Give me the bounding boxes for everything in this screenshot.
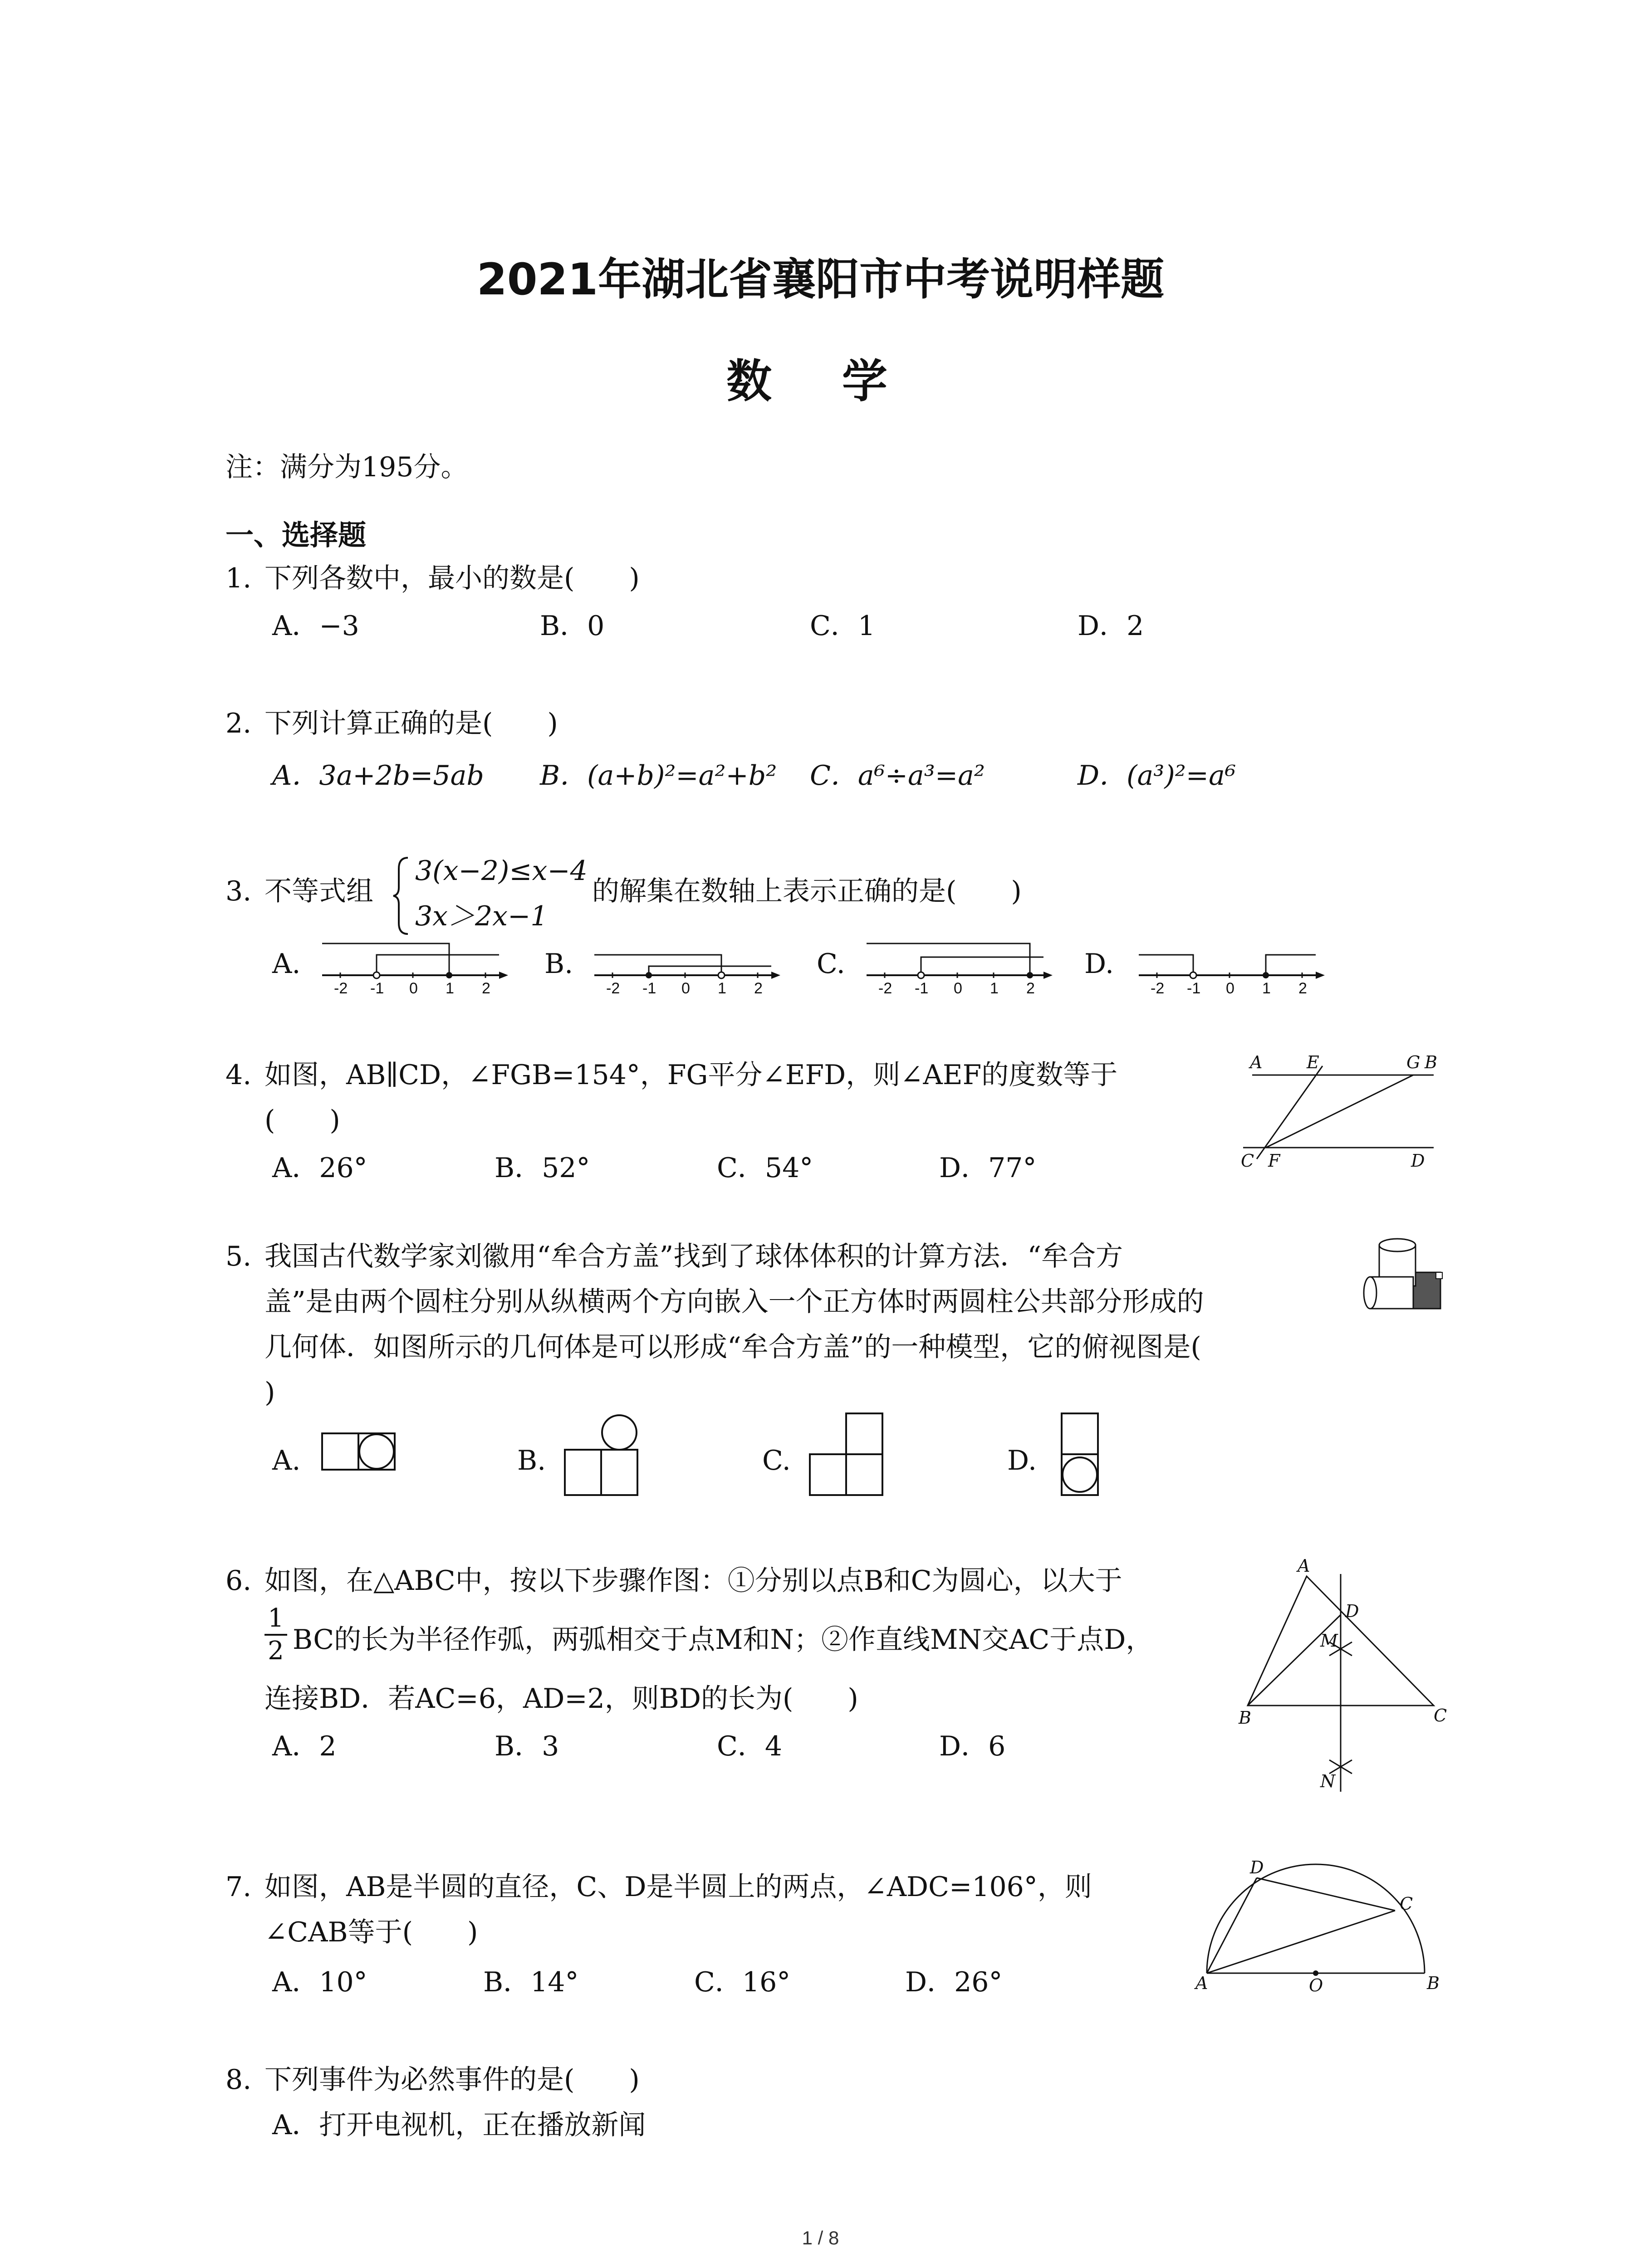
parallel-lines-figure xyxy=(1234,1048,1443,1175)
tick-label: 1 xyxy=(1262,980,1271,997)
point-label: D xyxy=(1345,1601,1359,1621)
question-line: 如图，AB是半圆的直径，C、D是半圆上的两点，∠ADC=106°，则 xyxy=(265,1871,1092,1903)
tick-label: 2 xyxy=(754,980,763,997)
option-b: B．3 xyxy=(495,1730,559,1762)
fraction-numerator: 1 xyxy=(268,1603,284,1633)
option-d: D. xyxy=(1084,948,1114,980)
option-b: B．(a+b)²=a²+b² xyxy=(540,760,777,792)
point-label: O xyxy=(1309,1975,1323,1995)
tick-label: 0 xyxy=(1226,980,1234,997)
triangle-construction-figure xyxy=(1234,1556,1452,1801)
option-b: B. xyxy=(544,948,573,980)
question-line: 连接BD．若AC=6，AD=2，则BD的长为( ) xyxy=(265,1683,858,1715)
option-b-figure xyxy=(563,1411,644,1506)
option-c: C．a⁶÷a³=a² xyxy=(810,760,985,792)
question-line: 我国古代数学家刘徽用“牟合方盖”找到了球体体积的计算方法．“牟合方 xyxy=(265,1241,1123,1272)
tick-label: 1 xyxy=(446,980,454,997)
tick-label: -1 xyxy=(642,980,656,997)
page-title: 2021年湖北省襄阳市中考说明样题 xyxy=(476,254,1165,305)
option-d: D．26° xyxy=(905,1966,1003,1998)
question-number: 8. xyxy=(225,2064,252,2096)
option-a: A．10° xyxy=(272,1966,367,1998)
point-label: B xyxy=(1427,1973,1440,1993)
point-label: E xyxy=(1307,1052,1319,1072)
question-stem-prefix: 不等式组 xyxy=(265,875,373,907)
question-number: 2. xyxy=(225,708,252,739)
option-b: B. xyxy=(517,1445,546,1476)
tick-label: 1 xyxy=(718,980,726,997)
tick-label: -2 xyxy=(878,980,892,997)
point-label: B xyxy=(1239,1708,1251,1728)
tick-label: -2 xyxy=(606,980,620,997)
option-d: D．77° xyxy=(939,1152,1037,1184)
question-stem: 下列事件为必然事件的是( ) xyxy=(265,2064,640,2096)
option-d: D. xyxy=(1007,1445,1037,1476)
question-number: 7. xyxy=(225,1871,252,1903)
number-line-b xyxy=(590,934,785,998)
option-a: A．3a+2b=5ab xyxy=(272,760,484,792)
option-c: C. xyxy=(817,948,845,980)
option-c: C．4 xyxy=(717,1730,783,1762)
point-label: C xyxy=(1400,1894,1413,1914)
option-b: B．0 xyxy=(540,610,605,642)
tick-label: 0 xyxy=(954,980,962,997)
option-d: D．(a³)²=a⁶ xyxy=(1078,760,1236,792)
point-label: A xyxy=(1298,1556,1310,1576)
question-stem: 下列计算正确的是( ) xyxy=(265,708,558,739)
question-line: 盖”是由两个圆柱分别从纵横两个方向嵌入一个正方体时两圆柱公共部分形成的 xyxy=(265,1286,1204,1318)
fraction xyxy=(265,1603,287,1666)
option-c: C．1 xyxy=(810,610,876,642)
option-c: C．54° xyxy=(717,1152,813,1184)
point-label: M xyxy=(1320,1631,1338,1651)
brace-icon xyxy=(392,855,411,937)
tick-label: 1 xyxy=(990,980,999,997)
point-label: A xyxy=(1250,1052,1263,1072)
number-line-c xyxy=(862,934,1057,998)
score-note: 注：满分为195分。 xyxy=(225,451,468,483)
semicircle-figure xyxy=(1189,1851,1452,1996)
inequality-1: 3(x−2)≤x−4 xyxy=(415,855,588,887)
question-number: 5. xyxy=(225,1241,252,1272)
tick-label: -2 xyxy=(1151,980,1165,997)
number-line-d xyxy=(1134,934,1329,998)
option-c: C. xyxy=(762,1445,791,1476)
question-stem: 下列各数中，最小的数是( ) xyxy=(265,562,640,594)
option-c-figure xyxy=(808,1411,889,1506)
fraction-bar xyxy=(265,1634,287,1636)
question-line: 几何体．如图所示的几何体是可以形成“牟合方盖”的一种模型，它的俯视图是( xyxy=(265,1331,1201,1363)
question-stem-suffix: 的解集在数轴上表示正确的是( ) xyxy=(592,875,1022,907)
point-label: G xyxy=(1406,1052,1421,1072)
fraction-denominator: 2 xyxy=(268,1636,284,1666)
cylinder-cube-figure xyxy=(1357,1229,1447,1334)
point-label: C xyxy=(1241,1151,1254,1171)
answer-blank: ( ) xyxy=(265,1105,340,1136)
tick-label: -1 xyxy=(915,980,929,997)
option-a-figure xyxy=(320,1429,402,1479)
question-line: ) xyxy=(265,1377,275,1408)
point-label: F xyxy=(1268,1151,1280,1171)
option-b: B．52° xyxy=(495,1152,590,1184)
question-number: 6. xyxy=(225,1565,252,1597)
question-number: 4. xyxy=(225,1059,252,1091)
question-line: BC的长为半径作弧，两弧相交于点M和N；②作直线MN交AC于点D， xyxy=(293,1624,1153,1656)
section-title: 一、选择题 xyxy=(225,518,367,552)
option-d: D．6 xyxy=(939,1730,1006,1762)
number-line-a xyxy=(318,934,513,998)
option-a: A. xyxy=(272,948,301,980)
page-number: 1 / 8 xyxy=(802,2227,839,2248)
question-number: 1. xyxy=(225,562,252,594)
tick-label: -1 xyxy=(1187,980,1201,997)
option-d: D．2 xyxy=(1078,610,1144,642)
question-line: ∠CAB等于( ) xyxy=(265,1916,478,1948)
option-b: B．14° xyxy=(483,1966,579,1998)
point-label: N xyxy=(1320,1771,1336,1791)
question-stem: 如图，AB∥CD，∠FGB=154°，FG平分∠EFD，则∠AEF的度数等于 xyxy=(265,1059,1118,1091)
tick-label: -2 xyxy=(334,980,348,997)
option-a: A．2 xyxy=(272,1730,337,1762)
tick-label: 0 xyxy=(681,980,690,997)
option-c: C．16° xyxy=(694,1966,791,1998)
question-line: 如图，在△ABC中，按以下步骤作图：①分别以点B和C为圆心，以大于 xyxy=(265,1565,1122,1597)
tick-label: 0 xyxy=(409,980,418,997)
option-a: A．打开电视机，正在播放新闻 xyxy=(272,2109,646,2141)
tick-label: 2 xyxy=(1026,980,1035,997)
option-a: A．−3 xyxy=(272,610,359,642)
tick-label: -1 xyxy=(370,980,384,997)
question-number: 3. xyxy=(225,875,252,907)
option-a: A. xyxy=(272,1445,301,1476)
subject-title: 数 学 xyxy=(726,355,915,408)
tick-label: 2 xyxy=(482,980,490,997)
point-label: A xyxy=(1195,1973,1208,1993)
inequality-2: 3x＞2x−1 xyxy=(415,900,548,932)
option-a: A．26° xyxy=(272,1152,367,1184)
point-label: C xyxy=(1434,1706,1447,1725)
point-label: B xyxy=(1425,1052,1437,1072)
point-label: D xyxy=(1411,1151,1425,1171)
point-label: D xyxy=(1250,1857,1264,1877)
option-d-figure xyxy=(1053,1411,1107,1506)
tick-label: 2 xyxy=(1298,980,1307,997)
